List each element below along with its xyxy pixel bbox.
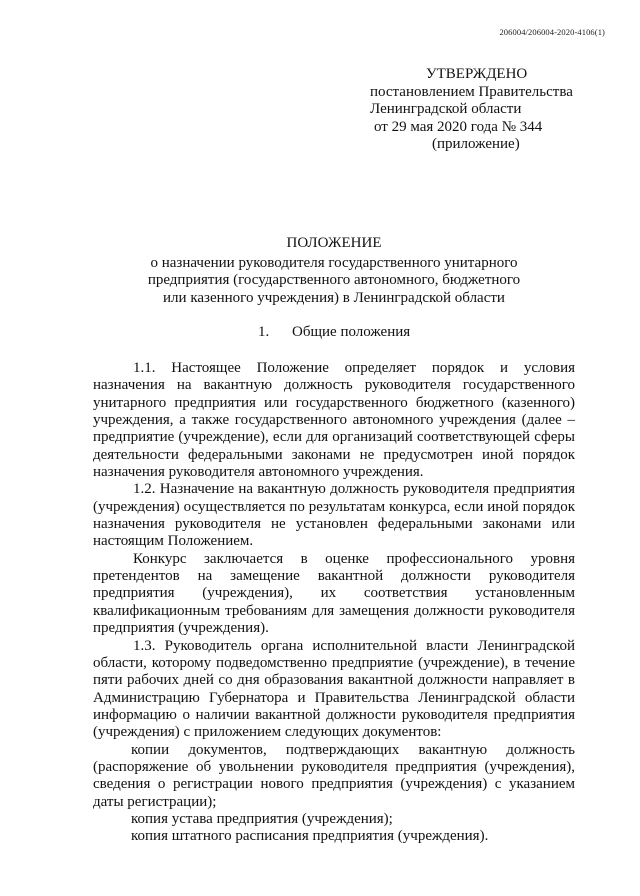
paragraph-1-2: 1.2. Назначение на вакантную должность руководителя предприятия (учреждения) осуществляется по результатам конкурса, если иной порядок назначения руководителя не установлен федеральными законами или настоящим Положением. [93, 481, 575, 550]
paragraph-contest: Конкурс заключается в оценке профессионального уровня претендентов на замещение вакантной должности руководителя предприятия (учреждения), их соответствия установленным квалификационным требованиям для замещения должности руководителя предприятия (учреждения). [93, 550, 575, 637]
document-subtitle-line: предприятия (государственного автономного, бюджетного [147, 272, 521, 288]
approval-line: Ленинградской области [370, 101, 522, 118]
approval-stamp [360, 66, 600, 154]
section-number: 1. [258, 324, 270, 340]
list-item: копия штатного расписания предприятия (учреждения). [131, 828, 489, 845]
list-item: копия устава предприятия (учреждения); [131, 810, 393, 827]
approval-heading: УТВЕРЖДЕНО [426, 66, 528, 82]
section-title: Общие положения [292, 324, 411, 340]
paragraph-1-3: 1.3. Руководитель органа исполнительной власти Ленинградской области, которому подведомственно предприятие (учреждение), в течение пяти рабочих дней со дня образования вакантной должности направляет в Администрацию Губернатора и Правительства Ленинградской области информацию о наличии вакантной должности руководителя предприятия (учреждения) с приложением следующих документов: [93, 637, 575, 741]
list-item: копии документов, подтверждающих вакантную должность (распоряжение об увольнении руководителя предприятия (учреждения), сведения о регистрации нового предприятия (учреждения) с указанием даты регистрации); [93, 741, 575, 810]
document-title-block [92, 235, 576, 307]
document-subtitle-line: о назначении руководителя государственного унитарного [150, 254, 518, 271]
approval-note: (приложение) [432, 136, 520, 153]
document-id: 206004/206004-2020-4106(1) [499, 27, 605, 37]
paragraph-1-1: 1.1. Настоящее Положение определяет порядок и условия назначения на вакантную должность руководителя государственного унитарного предприятия или государственного бюджетного (казенного) учреждения, а также государственного автономного учреждения (далее – предприятие (учреждение), если для организаций соответствующей сферы деятельности федеральными законами не предусмотрен иной порядок назначения руководителя автономного учреждения. [93, 360, 575, 481]
approval-line: постановлением Правительства [370, 83, 573, 100]
document-body [93, 360, 575, 846]
document-subtitle-line: или казенного учреждения) в Ленинградской области [163, 289, 505, 306]
document-title: ПОЛОЖЕНИЕ [286, 235, 382, 251]
approval-date: от 29 мая 2020 года № 344 [374, 118, 543, 135]
